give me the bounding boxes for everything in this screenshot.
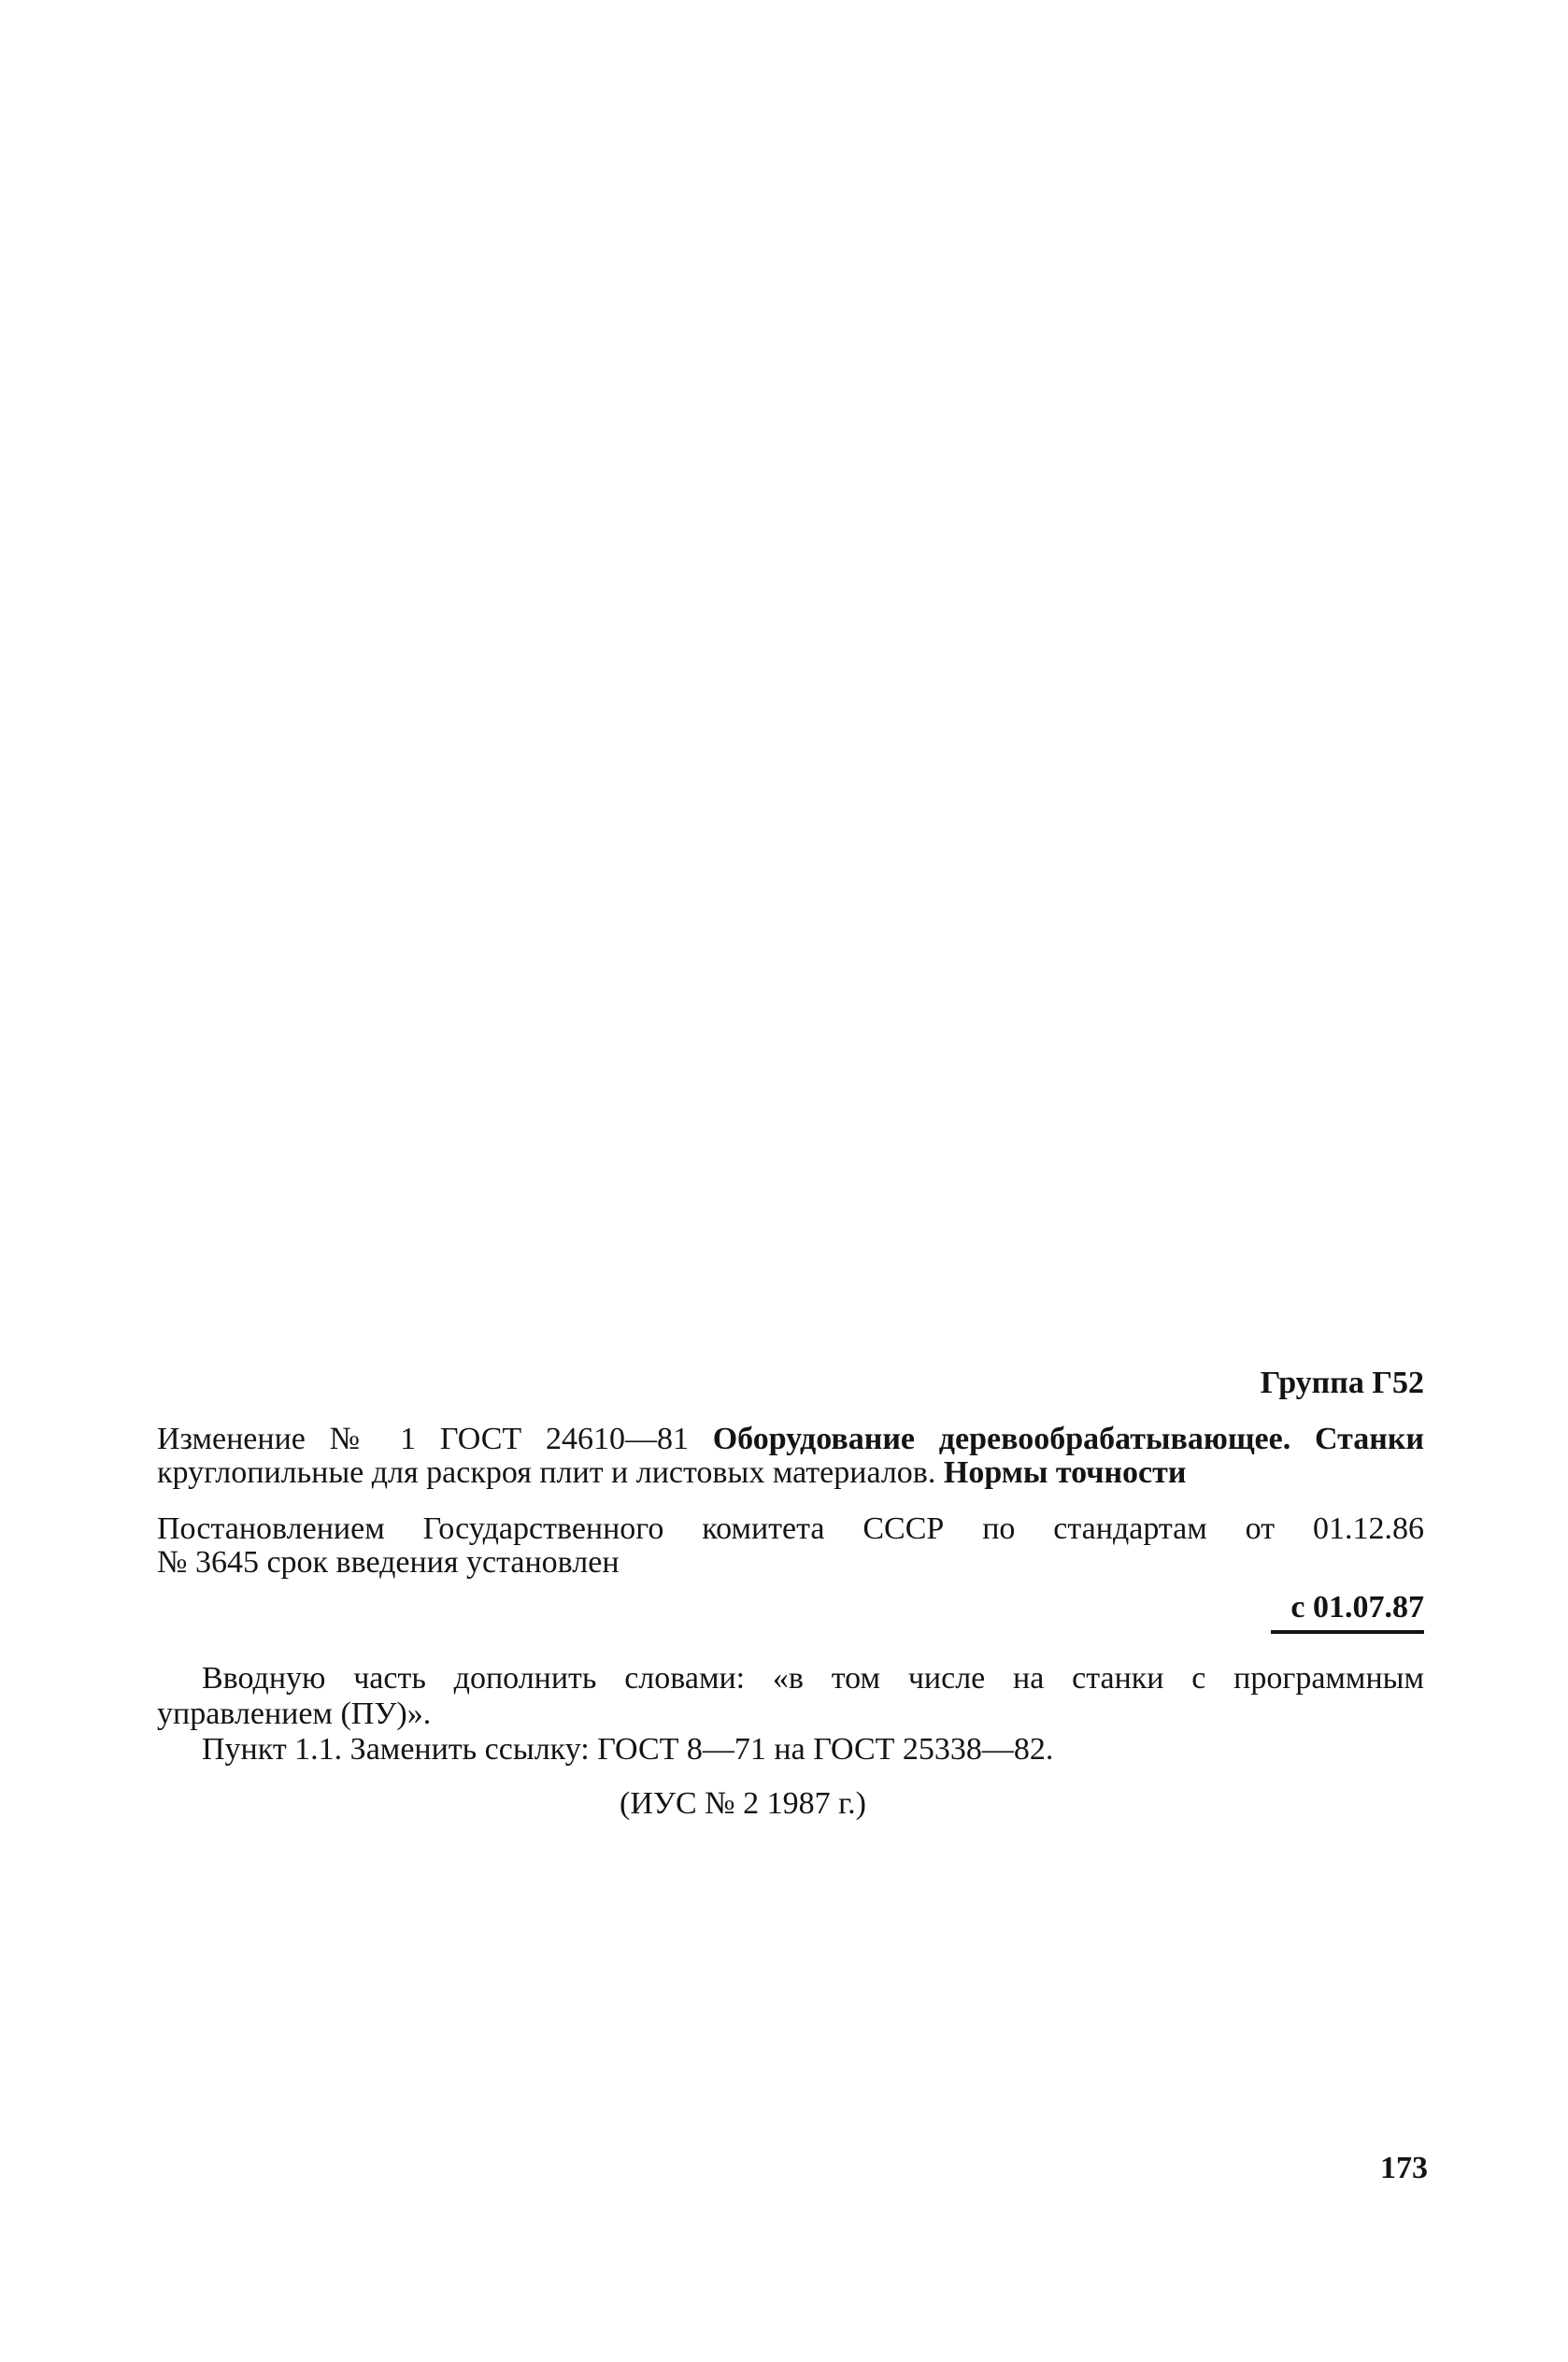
group-designation: Группа Г52 [1260,1366,1424,1400]
decree-line-1: Постановлением Государственного комитета СССР по стандартам от 01.12.86 [157,1511,1424,1546]
body-paragraph-1-line-1: Вводную часть дополнить словами: «в том числе на станки с программным [202,1661,1424,1696]
change-subject-norms: Нормы точности [943,1455,1187,1490]
change-subject: Оборудование деревообрабатывающее. Станки [712,1422,1424,1456]
body-paragraph-1-line-2: управлением (ПУ)». [157,1696,432,1731]
source-reference: (ИУС № 2 1987 г.) [620,1786,866,1821]
effective-date-underline [1271,1630,1424,1634]
body-paragraph-2: Пункт 1.1. Заменить ссылку: ГОСТ 8—71 на ГОСТ 25338—82. [202,1732,1054,1767]
change-number: Изменение № 1 ГОСТ 24610—81 [157,1422,689,1456]
page-number: 173 [1380,2151,1428,2185]
change-title-line-2 [157,1454,1186,1492]
change-subject-cont: круглопильные для раскроя плит и листовых материалов. [157,1455,936,1490]
change-title-line-1 [157,1421,1424,1458]
decree-line-2: № 3645 срок введения установлен [157,1545,620,1580]
effective-date: с 01.07.87 [1290,1590,1424,1625]
